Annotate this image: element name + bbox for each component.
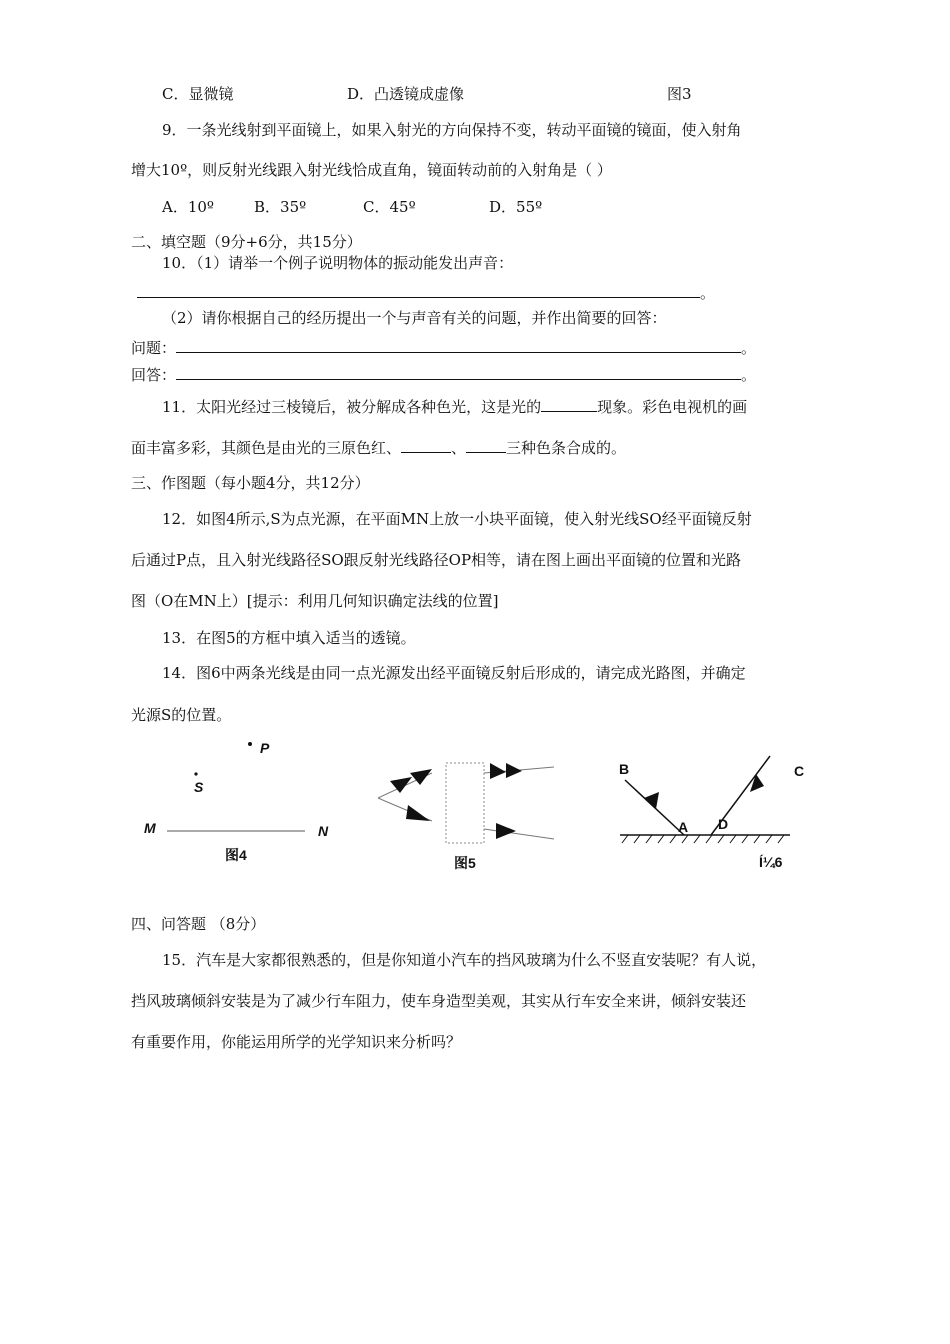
label-m: M: [144, 820, 156, 836]
q14-line-1: 14．图6中两条光线是由同一点光源发出经平面镜反射后形成的，请完成光路图，并确定: [162, 664, 746, 682]
q9-option-a: A．10º: [162, 198, 214, 216]
q13: 13．在图5的方框中填入适当的透镜。: [162, 629, 416, 647]
q9-line-2: 增大10º，则反射光线跟入射光线恰成直角，镜面转动前的入射角是（ ）: [131, 161, 612, 179]
section2-heading: 二、填空题（9分+6分，共15分）: [131, 233, 362, 251]
q11-line-1: [162, 397, 747, 417]
period: 。: [741, 339, 757, 357]
q8-option-c: C．显微镜: [162, 85, 234, 103]
q10-part2: （2）请你根据自己的经历提出一个与声音有关的问题，并作出简要的回答：: [162, 309, 667, 327]
q15-line-3: 有重要作用，你能运用所学的光学知识来分析吗？: [131, 1033, 462, 1051]
figure-6-caption: Í¼6: [759, 854, 783, 870]
arrow-in-2: [406, 805, 430, 821]
q10-part1: 10．（1）请举一个例子说明物体的振动能发出声音：: [162, 254, 514, 272]
answer-blank[interactable]: [137, 283, 700, 298]
period: 。: [700, 284, 716, 302]
q11-blank-1[interactable]: [541, 397, 597, 412]
q14-line-2: 光源S的位置。: [131, 706, 232, 724]
figure-5: [372, 755, 562, 875]
q10-question-row: [131, 338, 756, 358]
q9-option-b: B．35º: [254, 198, 307, 216]
q11-sep: 、: [451, 439, 467, 457]
arrow-out-1a: [490, 763, 506, 779]
point-p: [248, 742, 252, 746]
q11-text-c: 面丰富多彩，其颜色是由光的三原色红、: [131, 439, 402, 457]
label-d: D: [718, 816, 729, 832]
figure-4: [140, 735, 340, 865]
ray-out-2: [484, 829, 554, 839]
q11-line-2: [131, 438, 626, 458]
q12-line-2: 后通过P点，且入射光线路径SO跟反射光线路径OP相等，请在图上画出平面镜的位置和光路: [131, 551, 742, 569]
question-blank[interactable]: [176, 338, 741, 353]
arrow-in-1b: [410, 769, 432, 785]
section4-heading: 四、问答题 （8分）: [131, 915, 266, 933]
q11-text-d: 三种色条合成的。: [506, 439, 627, 457]
q9-option-d: D．55º: [489, 198, 543, 216]
q11-text-b: 现象。彩色电视机的画: [597, 398, 748, 416]
arrow-out-2: [496, 823, 516, 839]
q12-line-3: 图（O在MN上）[提示：利用几何知识确定法线的位置]: [131, 592, 499, 610]
label-s: S: [194, 779, 204, 795]
point-s: [194, 772, 197, 775]
q9-line-1: 9．一条光线射到平面镜上，如果入射光的方向保持不变，转动平面镜的镜面，使入射角: [162, 121, 742, 139]
arrow-dc: [750, 774, 764, 792]
lens-box: [446, 763, 484, 843]
answer-blank[interactable]: [176, 365, 741, 380]
figure-4-caption: 图4: [225, 847, 247, 863]
q15-line-1: 15．汽车是大家都很熟悉的，但是你知道小汽车的挡风玻璃为什么不竖直安装呢？有人说，: [162, 951, 767, 969]
arrow-out-1b: [506, 763, 522, 778]
figure-6: [612, 750, 805, 875]
period: 。: [741, 366, 757, 384]
q15-line-2: 挡风玻璃倾斜安装是为了减少行车阻力，使车身造型美观，其实从行车安全来讲，倾斜安装还: [131, 992, 747, 1010]
label-p: P: [260, 740, 270, 756]
q9-option-c: C．45º: [363, 198, 416, 216]
figure-5-caption: 图5: [454, 855, 476, 871]
section3-heading: 三、作图题（每小题4分，共12分）: [131, 474, 370, 492]
question-label: 问题：: [131, 339, 177, 357]
q10-answer-row: [131, 365, 756, 385]
q10-answer-line-1: [137, 283, 715, 303]
q11-blank-3[interactable]: [466, 438, 506, 453]
q8-option-d: D．凸透镜成虚像: [347, 85, 465, 103]
fig3-label: 图3: [667, 85, 692, 103]
q12-line-1: 12．如图4所示,S为点光源，在平面MN上放一小块平面镜，使入射光线SO经平面镜反射: [162, 510, 752, 528]
q11-blank-2[interactable]: [401, 438, 451, 453]
q11-text-a: 11．太阳光经过三棱镜后，被分解成各种色光，这是光的: [162, 398, 542, 416]
label-b: B: [619, 761, 630, 777]
answer-label: 回答：: [131, 366, 177, 384]
label-c: C: [794, 763, 805, 779]
label-a: A: [678, 819, 689, 835]
mirror-hatching: [622, 835, 784, 843]
label-n: N: [318, 823, 329, 839]
